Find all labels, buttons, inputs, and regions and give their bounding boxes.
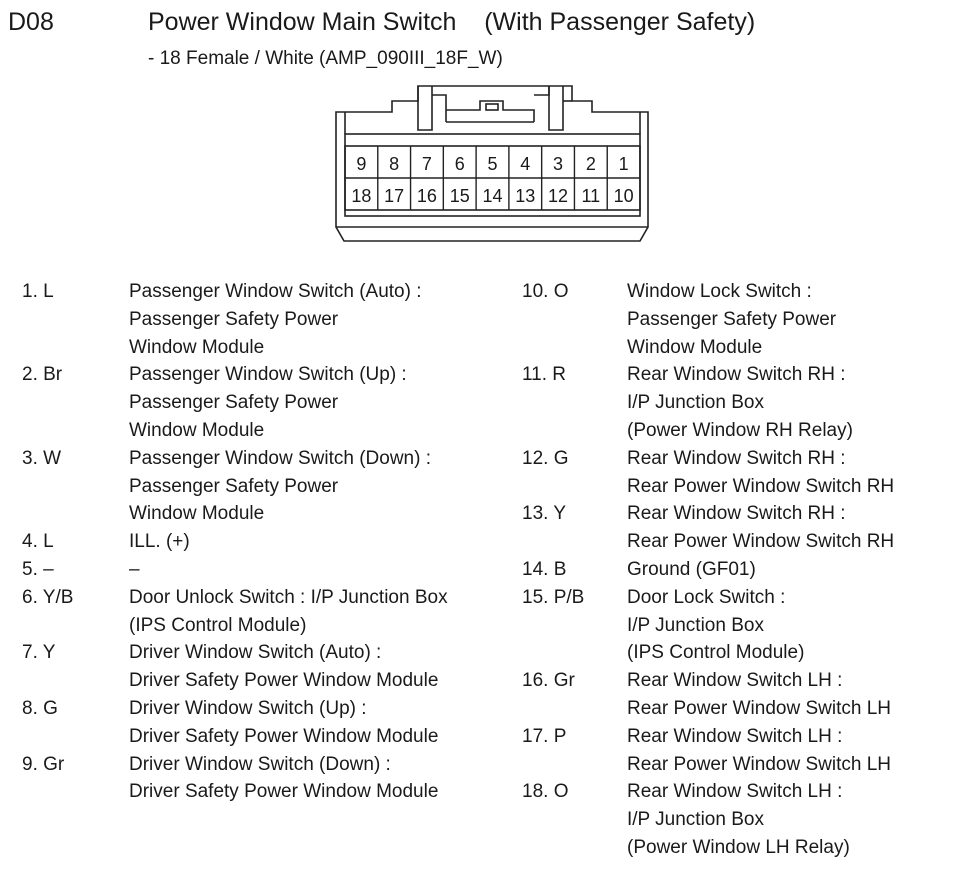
pin-description — [129, 528, 190, 556]
pin-description — [627, 778, 850, 861]
bottom-pin-17: 17 — [384, 186, 405, 206]
pin-description-line: Driver Safety Power Window Module — [129, 725, 439, 747]
pin-description — [627, 278, 836, 361]
pin-row — [22, 556, 448, 584]
pin-row — [522, 667, 894, 723]
pin-row — [522, 556, 894, 584]
pin-row — [22, 639, 448, 695]
pin-description-line: Ground (GF01) — [627, 558, 756, 580]
pin-id: 15. P/B — [522, 586, 585, 608]
pin-description — [129, 584, 448, 640]
bottom-pin-13: 13 — [515, 186, 536, 206]
top-pin-9: 9 — [356, 154, 367, 174]
pin-description-line: Rear Power Window Switch LH — [627, 697, 891, 719]
pin-description-line: Rear Power Window Switch RH — [627, 531, 895, 553]
pin-description-line: (IPS Control Module) — [627, 642, 805, 664]
pin-description — [627, 584, 804, 667]
pin-description — [129, 751, 438, 807]
pin-description-line: Driver Window Switch (Down) : — [129, 753, 391, 775]
connector-spec: - 18 Female / White (AMP_090III_18F_W) — [148, 48, 503, 69]
pin-row — [522, 584, 894, 667]
pin-row — [22, 445, 448, 528]
pin-description-line: (Power Window RH Relay) — [627, 419, 853, 441]
pin-description — [129, 639, 438, 695]
pin-description-line: Rear Power Window Switch LH — [627, 753, 891, 775]
pin-id: 14. B — [522, 558, 567, 580]
pin-description — [627, 667, 891, 723]
top-pin-4: 4 — [520, 154, 531, 174]
pin-description — [627, 556, 756, 584]
pin-description — [129, 695, 438, 751]
pin-row — [22, 751, 448, 807]
pin-description-line: Driver Window Switch (Auto) : — [129, 642, 382, 664]
pin-id: 1. L — [22, 281, 54, 302]
pin-description-line: – — [129, 558, 140, 580]
pin-description — [129, 445, 431, 528]
pin-description — [627, 445, 894, 501]
pin-id: 6. Y/B — [22, 586, 74, 608]
bottom-pin-15: 15 — [449, 186, 470, 206]
pin-description-line: Passenger Window Switch (Auto) : — [129, 281, 422, 302]
pin-description-line: Driver Window Switch (Up) : — [129, 697, 367, 719]
pin-description-line: Window Module — [129, 419, 265, 441]
pin-description-line: Passenger Safety Power — [129, 392, 339, 414]
pin-id: 3. W — [22, 447, 62, 469]
bottom-pin-16: 16 — [416, 186, 437, 206]
pin-description-line: Door Lock Switch : — [627, 586, 786, 608]
top-pin-6: 6 — [454, 154, 465, 174]
pin-description-line: Window Module — [627, 336, 763, 358]
pin-description-line: Window Module — [129, 503, 265, 525]
top-pin-5: 5 — [487, 154, 498, 174]
pin-row — [22, 695, 448, 751]
pin-description — [627, 723, 891, 779]
pin-description-line: Window Lock Switch : — [627, 281, 812, 302]
pin-description — [627, 361, 853, 444]
pin-row — [522, 361, 894, 444]
connector-diagram — [0, 0, 971, 260]
top-pin-1: 1 — [618, 154, 629, 174]
pin-id: 13. Y — [522, 503, 567, 525]
pin-id: 16. Gr — [522, 670, 575, 692]
pin-id: 18. O — [522, 781, 569, 803]
top-pin-8: 8 — [389, 154, 400, 174]
pin-description-line: Driver Safety Power Window Module — [129, 670, 439, 692]
pin-row — [22, 528, 448, 556]
pin-description — [627, 500, 894, 556]
pin-id: 17. P — [522, 725, 567, 747]
bottom-pin-10: 10 — [613, 186, 634, 206]
pin-description-line: Door Unlock Switch : I/P Junction Box — [129, 586, 448, 608]
pinout-list-right — [522, 278, 894, 862]
top-pin-3: 3 — [553, 154, 564, 174]
pin-id: 9. Gr — [22, 753, 65, 775]
pin-description-line: I/P Junction Box — [627, 809, 764, 831]
pin-id: 2. Br — [22, 364, 63, 386]
top-pin-7: 7 — [421, 154, 432, 174]
pin-description-line: (IPS Control Module) — [129, 614, 307, 636]
top-pin-2: 2 — [585, 154, 596, 174]
pin-description — [129, 361, 407, 444]
pin-description-line: I/P Junction Box — [627, 614, 764, 636]
pin-description-line: Passenger Safety Power — [627, 308, 837, 330]
pin-description-line: Rear Power Window Switch RH — [627, 475, 895, 497]
pin-description-line: Passenger Window Switch (Up) : — [129, 364, 407, 386]
pin-description-line: Passenger Safety Power — [129, 475, 339, 497]
pin-description-line: (Power Window LH Relay) — [627, 836, 850, 858]
pin-id: 8. G — [22, 697, 58, 719]
bottom-pin-11: 11 — [581, 186, 601, 206]
pin-row — [522, 500, 894, 556]
pin-description-line: Rear Window Switch LH : — [627, 670, 843, 692]
pin-description-line: Driver Safety Power Window Module — [129, 781, 439, 803]
page-title: Power Window Main Switch (With Passenger Safety) — [148, 8, 756, 36]
pin-row — [22, 584, 448, 640]
pin-row — [522, 778, 894, 861]
pin-description-line: Passenger Window Switch (Down) : — [129, 447, 431, 469]
pin-description-line: Window Module — [129, 336, 265, 358]
pin-description-line: I/P Junction Box — [627, 392, 764, 414]
pin-description — [129, 278, 422, 361]
pin-id: 12. G — [522, 447, 569, 469]
pin-description-line: Passenger Safety Power — [129, 308, 339, 330]
bottom-pin-18: 18 — [351, 186, 372, 206]
pin-id: 5. – — [22, 558, 54, 580]
pin-description-line: Rear Window Switch RH : — [627, 364, 846, 386]
pin-row — [522, 445, 894, 501]
pin-row — [22, 278, 448, 361]
pin-row — [522, 723, 894, 779]
pin-id: 4. L — [22, 531, 54, 553]
pin-id: 10. O — [522, 281, 569, 302]
pin-description-line: Rear Window Switch RH : — [627, 447, 846, 469]
pin-row — [522, 278, 894, 361]
bottom-pin-12: 12 — [548, 186, 569, 206]
pin-id: 11. R — [522, 364, 567, 386]
pin-row — [22, 361, 448, 444]
pin-description-line: ILL. (+) — [129, 531, 190, 553]
bottom-pin-14: 14 — [482, 186, 503, 206]
pin-description-line: Rear Window Switch LH : — [627, 725, 843, 747]
pin-description-line: Rear Window Switch RH : — [627, 503, 846, 525]
pinout-list-left — [22, 278, 448, 806]
pin-id: 7. Y — [22, 642, 56, 664]
pin-description-line: Rear Window Switch LH : — [627, 781, 843, 803]
pin-description — [129, 556, 140, 584]
connector-code: D08 — [8, 8, 54, 36]
